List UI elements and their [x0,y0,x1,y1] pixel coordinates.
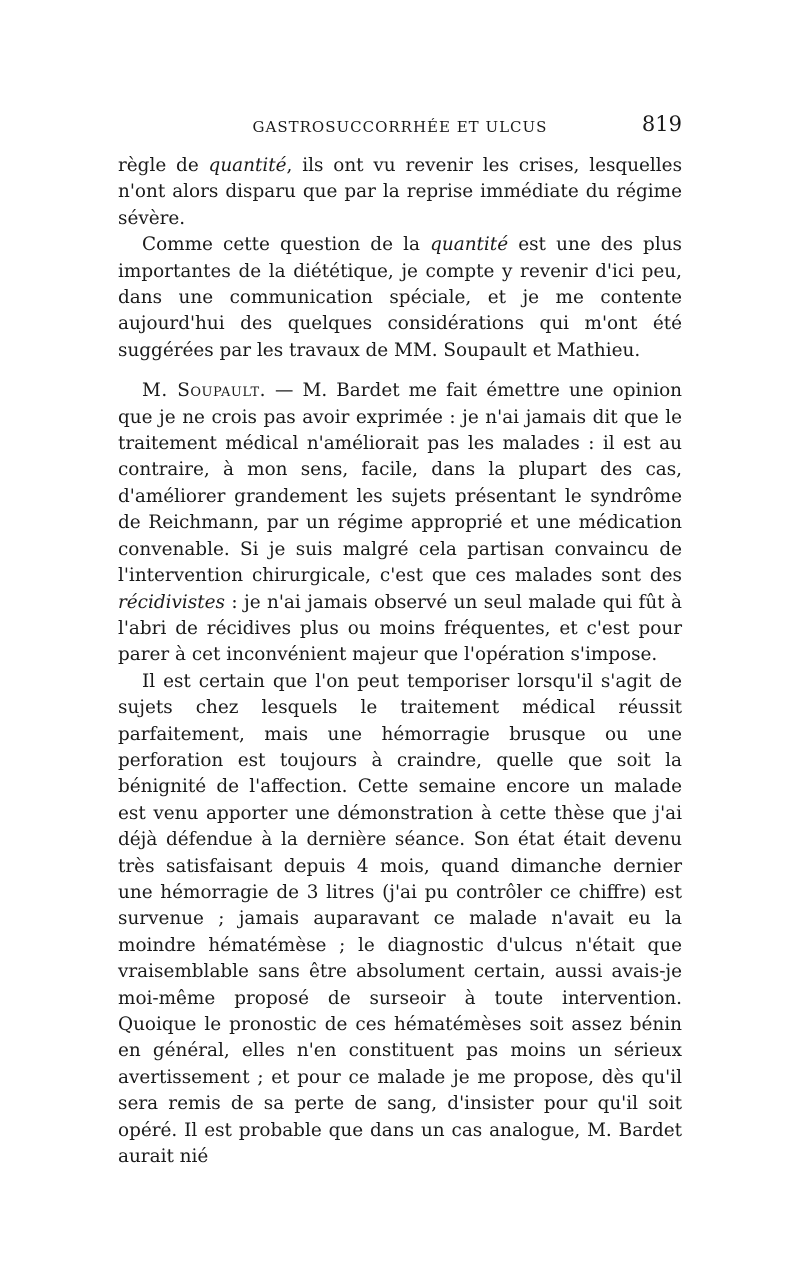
paragraph-text: Comme cette question de la [142,234,431,256]
running-head [118,112,682,142]
paragraph-continuation [118,153,682,232]
emphasis-recidivistes: récidivistes [118,591,225,613]
paragraph-text: règle de [118,155,209,176]
speaker-name: M. Soupault. [142,380,266,402]
paragraph-text: : je n'ai jamais observé un seul malade qui fût à l'abri de récidives plus ou moins fréquentes, et c'est pour parer à cet inconvénient majeur que l'opération s'impose. [118,591,682,666]
page-number: 819 [641,112,682,136]
running-title: GASTROSUCCORRHÉE ET ULCUS [252,118,548,136]
emphasis-quantite: quantité [208,155,287,176]
paragraph-speaker [118,378,682,668]
paragraph [118,669,682,1171]
emphasis-quantite: quantité [430,234,509,256]
paragraph [118,232,682,364]
body-text [118,153,682,1170]
paragraph-text: — M. Bardet me fait émettre une opinion que je ne crois pas avoir exprimée : je n'ai jamais dit que le traitement médical n'améliorait pas les malades : il est au contraire, à mon sens, facile, dans la plupart des cas, d'améliorer grandement les sujets présentant le syndrôme de Reichmann, par un régime approprié et une médication convenable. Si je suis malgré cela partisan convaincu de l'intervention chirurgicale, c'est que ces malades sont des [118,380,682,587]
paragraph-text: Il est certain que l'on peut temporiser lorsqu'il s'agit de sujets chez lesquels le traitement médical réussit parfaitement, mais une hémorragie brusque ou une perforation est toujours à craindre, quelle que soit la bénignité de l'affection. Cette semaine encore un malade est venu apporter une démonstration à cette thèse que j'ai déjà défendue à la dernière séance. Son état était devenu très satisfaisant depuis 4 mois, quand dimanche dernier une hémorragie de 3 litres (j'ai pu contrôler ce chiffre) est survenue ; jamais auparavant ce malade n'avait eu la moindre hématémèse ; le diagnostic d'ulcus n'était que vraisemblable sans être absolument certain, aussi avais-je moi-même proposé de surseoir à toute intervention. Quoique le pronostic de ces hématémèses soit assez bénin en général, elles n'en constituent pas moins un sérieux avertissement ; et pour ce malade je me propose, dès qu'il sera remis de sa perte de sang, d'insister pour qu'il soit opéré. Il est probable que dans un cas analogue, M. Bardet aurait nié [118,670,682,1168]
paragraph-text: est une des plus importantes de la diététique, je compte y revenir d'ici peu, dans une communication spéciale, et je me contente aujourd'hui des quelques considérations qui m'ont été suggérées par les travaux de MM. Soupault et Mathieu. [118,234,682,361]
paragraph-text: , ils ont vu revenir les crises, lesquelles n'ont alors disparu que par la reprise immédiate du régime sévère. [118,155,683,229]
